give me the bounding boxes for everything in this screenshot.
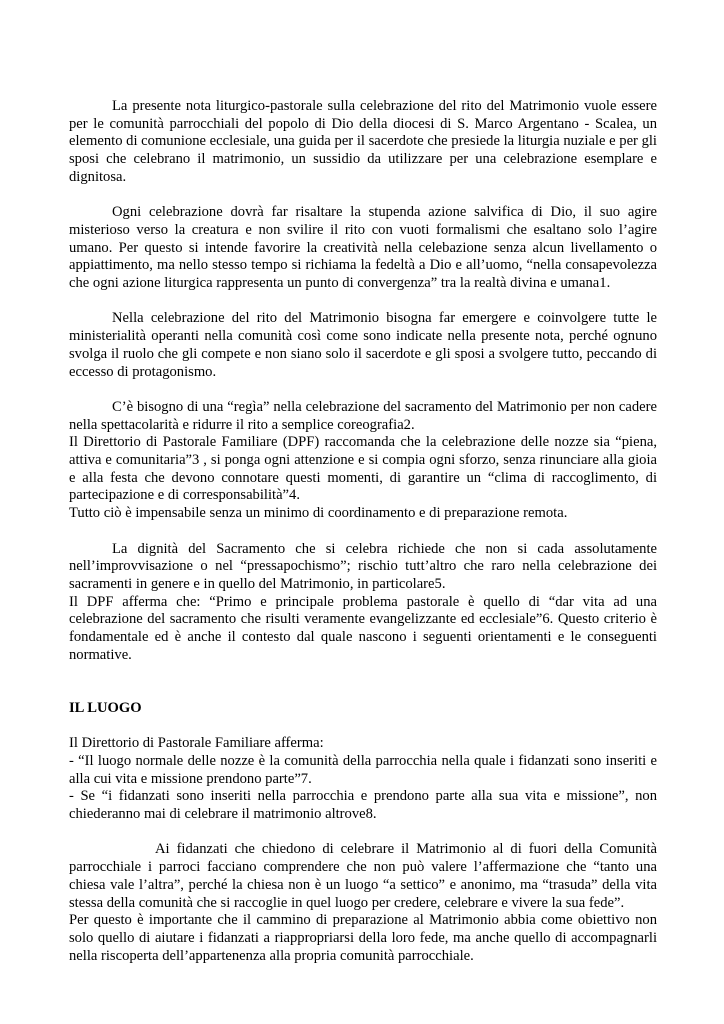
bullet-item: - “Il luogo normale delle nozze è la comunità della parrocchia nella quale i fidanzati sono inseriti e alla cui vita e missione prendono parte”7. [69, 752, 657, 787]
regia-paragraph: C’è bisogno di una “regìa” nella celebrazione del sacramento del Matrimonio per non cadere nella spettacolarità e ridurre il rito a semplice coreografia2. [69, 398, 657, 433]
preparation-paragraph: Per questo è importante che il cammino di preparazione al Matrimonio abbia come obiettivo non solo quello di aiutare i fidanzati a riappropriarsi della loro fede, ma anche quello di accompagnarli nella riscoperta dell’appartenenza alla propria comunità parrocchiale. [69, 912, 657, 964]
dpf-paragraph: Il Direttorio di Pastorale Familiare (DPF) raccomanda che la celebrazione delle nozze sia “piena, attiva e comunitaria”3 , si ponga ogni attenzione e si compia ogni sforzo, senza rinunciare alla gioia e alla festa che devono connotare questi momenti, di garantire un “clima di raccoglimento, di partecipazione e di corresponsabilità”4. [69, 434, 657, 504]
directory-intro: Il Direttorio di Pastorale Familiare afferma: [69, 735, 324, 752]
coordination-paragraph: Tutto ciò è impensabile senza un minimo di coordinamento e di preparazione remota. [69, 505, 568, 522]
dignity-paragraph: La dignità del Sacramento che si celebra richiede che non si cada assolutamente nell’improvvisazione o nel “pressapochismo”; rischio tutt’altro che raro nella celebrazione dei sacramenti in genere e in quello del Matrimonio, in particolare5. [69, 540, 657, 592]
intro-paragraph: La presente nota liturgico-pastorale sulla celebrazione del rito del Matrimonio vuole essere per le comunità parrocchiali del popolo di Dio della diocesi di S. Marco Argentano - Scalea, un elemento di comunione ecclesiale, una guida per il sacerdote che presiede la liturgia nuziale e per gli sposi che celebrano il matrimonio, un sussidio da utilizzare per una celebrazione esemplare e dignitosa. [69, 98, 657, 185]
dpf-affirms-paragraph: Il DPF afferma che: “Primo e principale problema pastorale è quello di “dar vita ad una celebrazione del sacramento che risulti veramente evangelizzante ed ecclesiale”6. Questo criterio è fondamentale ed è anche il contesto dal quale nascono i seguenti orientamenti e le conseguenti normative. [69, 593, 657, 663]
section-heading: IL LUOGO [69, 699, 142, 716]
fiance-paragraph: Ai fidanzati che chiedono di celebrare il Matrimonio al di fuori della Comunità parrocchiale i parroci facciano comprendere che non può valere l’affermazione che “tanto una chiesa vale l’altra”, perché la chiesa non è un luogo “a settico” e anonimo, ma “trasuda” della vita stessa della comunità che si raccoglie in quel luogo per credere, celebrare e vivere la sua fede”. [69, 841, 657, 911]
ministeriality-paragraph: Nella celebrazione del rito del Matrimonio bisogna far emergere e coinvolgere tutte le ministerialità operanti nella comunità così come sono indicate nella presente nota, perché ognuno svolga il ruolo che gli compete e non siano solo il sacerdote e gli sposi a svolgere tutto, peccando di eccesso di protagonismo. [69, 310, 657, 380]
bullet-item: - Se “i fidanzati sono inseriti nella parrocchia e prendono parte alla sua vita e missione”, non chiederanno mai di celebrare il matrimonio altrove8. [69, 788, 657, 823]
celebration-paragraph: Ogni celebrazione dovrà far risaltare la stupenda azione salvifica di Dio, il suo agire misterioso verso la creatura e non svilire il rito con vuoti formalismi che esaltano solo l’agire umano. Per questo si intende favorire la creatività nella celebazione senza alcun livellamento o appiattimento, ma nello stesso tempo si richiama la fedeltà a Dio e all’uomo, “nella consapevolezza che ogni azione liturgica rappresenta un punto di convergenza” tra la realtà divina e umana1. [69, 204, 657, 292]
